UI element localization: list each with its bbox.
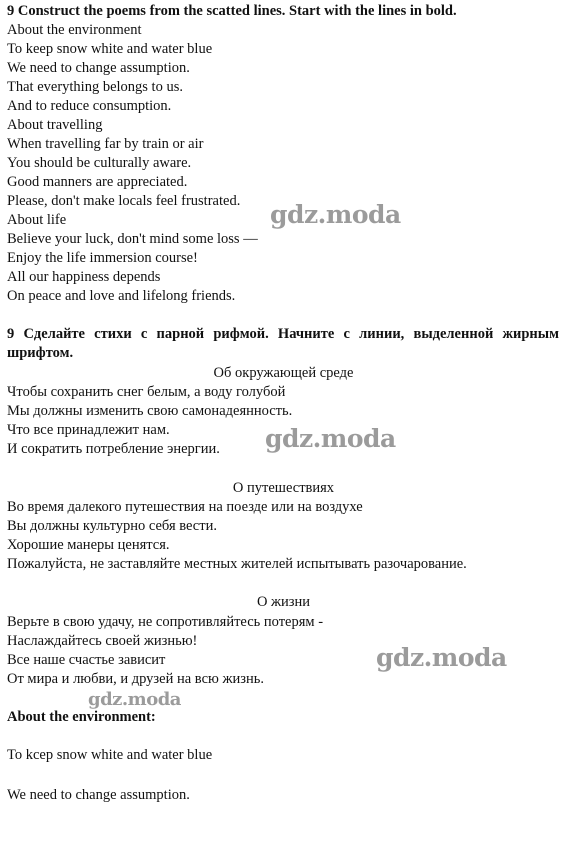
watermark-logo: gdz.moda xyxy=(376,643,507,672)
section-title: Об окружающей среде xyxy=(213,365,354,381)
translation-line: Чтобы сохранить снег белым, а воду голубой xyxy=(7,384,286,400)
answer-line: To kcep snow white and water blue xyxy=(7,747,213,763)
answer-heading: About the environment: xyxy=(7,709,156,725)
poem-line: All our happiness depends xyxy=(7,269,161,285)
translation-line: Все наше счастье зависит xyxy=(7,652,166,668)
poem-line: About life xyxy=(7,212,67,228)
poem-line: About the environment xyxy=(7,22,142,38)
translation-line: Наслаждайтесь своей жизнью! xyxy=(7,633,198,649)
poem-line: Please, don't make locals feel frustrated. xyxy=(7,193,241,209)
poem-line: On peace and love and lifelong friends. xyxy=(7,288,236,304)
poem-line: That everything belongs to us. xyxy=(7,79,183,95)
poem-line: Good manners are appreciated. xyxy=(7,174,188,190)
poem-line: Enjoy the life immersion course! xyxy=(7,250,198,266)
translation-line: Верьте в свою удачу, не сопротивляйтесь потерям - xyxy=(7,614,324,630)
translation-line: Пожалуйста, не заставляйте местных жителей испытывать разочарование. xyxy=(7,556,467,572)
watermark-logo: gdz.moda xyxy=(270,200,401,229)
section-title: О жизни xyxy=(256,594,311,610)
translation-line: Мы должны изменить свою самонадеянность. xyxy=(7,403,293,419)
translation-line: От мира и любви, и друзей на всю жизнь. xyxy=(7,671,264,687)
poem-line: We need to change assumption. xyxy=(7,60,190,76)
translation-line: Хорошие манеры ценятся. xyxy=(7,537,170,553)
poem-line: You should be culturally aware. xyxy=(7,155,192,171)
poem-line: About travelling xyxy=(7,117,103,133)
exercise-heading-ru: 9 Сделайте стихи с парной рифмой. Начните с линии, выделенной жирным шрифтом. xyxy=(7,326,559,361)
section-title: О путешествиях xyxy=(232,480,335,496)
answer-line: We need to change assumption. xyxy=(7,787,190,803)
translation-line: Во время далекого путешествия на поезде или на воздухе xyxy=(7,499,363,515)
exercise-heading-en: 9 Construct the poems from the scatted lines. Start with the lines in bold. xyxy=(7,3,457,19)
translation-line: Что все принадлежит нам. xyxy=(7,422,170,438)
poem-line: And to reduce consumption. xyxy=(7,98,172,114)
watermark-logo: gdz.moda xyxy=(88,689,181,710)
poem-line: Believe your luck, don't mind some loss — xyxy=(7,231,258,247)
translation-line: Вы должны культурно себя вести. xyxy=(7,518,217,534)
poem-line: To keep snow white and water blue xyxy=(7,41,213,57)
translation-line: И сократить потребление энергии. xyxy=(7,441,220,457)
watermark-logo: gdz.moda xyxy=(265,424,396,453)
poem-line: When travelling far by train or air xyxy=(7,136,204,152)
